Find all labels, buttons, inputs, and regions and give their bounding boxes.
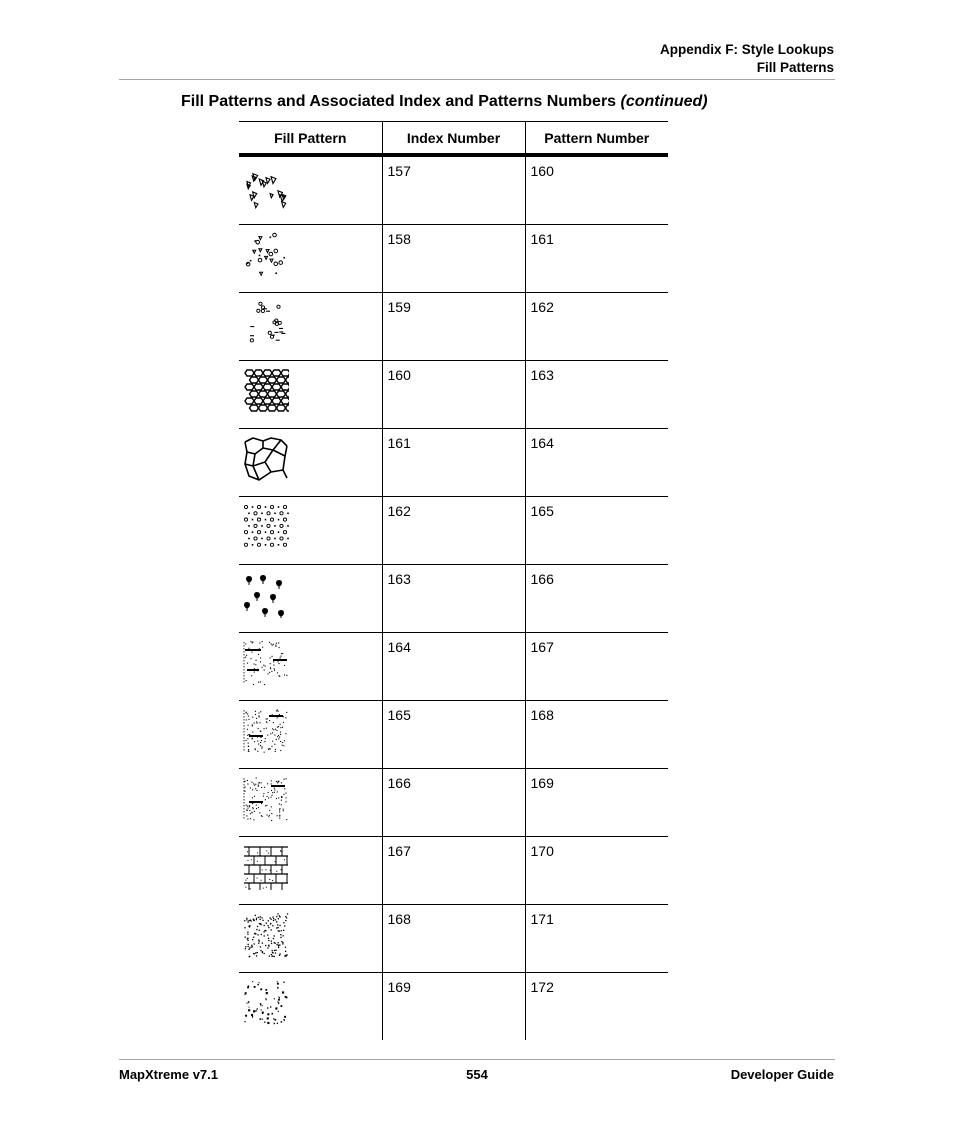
circles-dashes-pattern-icon xyxy=(243,300,289,346)
column-header-fill-pattern: Fill Pattern xyxy=(239,122,382,156)
pattern-number-cell: 171 xyxy=(525,905,668,973)
index-number-cell: 158 xyxy=(382,225,525,293)
cracked-cells-pattern-icon xyxy=(243,436,289,482)
dots-dashes-pattern-icon xyxy=(243,640,289,686)
circles-dots-pattern-icon xyxy=(243,504,289,550)
table-row xyxy=(239,769,668,837)
fill-pattern-cell xyxy=(239,155,382,225)
index-number-cell: 168 xyxy=(382,905,525,973)
table-row xyxy=(239,905,668,973)
footer-page-number: 554 xyxy=(466,1067,488,1082)
stipple-dashes-pattern-icon xyxy=(243,708,289,754)
footer-doc-title: Developer Guide xyxy=(730,1067,834,1082)
pattern-number-cell: 165 xyxy=(525,497,668,565)
index-number-cell: 157 xyxy=(382,155,525,225)
scattered-triangles-pattern-icon xyxy=(243,164,289,210)
fill-pattern-cell xyxy=(239,701,382,769)
footer-product: MapXtreme v7.1 xyxy=(119,1067,218,1082)
pattern-number-cell: 162 xyxy=(525,293,668,361)
index-number-cell: 166 xyxy=(382,769,525,837)
header-rule xyxy=(119,79,835,80)
teardrops-pattern-icon xyxy=(243,572,289,618)
table-row xyxy=(239,973,668,1041)
table-row xyxy=(239,225,668,293)
index-number-cell: 161 xyxy=(382,429,525,497)
fill-pattern-cell xyxy=(239,293,382,361)
header-chapter: Appendix F: Style Lookups xyxy=(659,42,834,57)
fill-pattern-cell xyxy=(239,225,382,293)
index-number-cell: 165 xyxy=(382,701,525,769)
index-number-cell: 160 xyxy=(382,361,525,429)
pattern-number-cell: 166 xyxy=(525,565,668,633)
table-row xyxy=(239,429,668,497)
table-row xyxy=(239,293,668,361)
table-row xyxy=(239,633,668,701)
index-number-cell: 164 xyxy=(382,633,525,701)
pattern-number-cell: 170 xyxy=(525,837,668,905)
pattern-number-cell: 161 xyxy=(525,225,668,293)
scattered-shapes-pattern-icon xyxy=(243,232,289,278)
fill-pattern-cell xyxy=(239,497,382,565)
pattern-number-cell: 167 xyxy=(525,633,668,701)
column-header-index-number: Index Number xyxy=(382,122,525,156)
section-title-suffix: (continued) xyxy=(620,93,708,110)
pattern-number-cell: 169 xyxy=(525,769,668,837)
hexagon-mesh-pattern-icon xyxy=(243,368,289,414)
fill-pattern-cell xyxy=(239,429,382,497)
table-row xyxy=(239,155,668,225)
section-title-main: Fill Patterns and Associated Index and Patterns Numbers xyxy=(181,93,617,110)
index-number-cell: 169 xyxy=(382,973,525,1041)
fill-pattern-cell xyxy=(239,565,382,633)
pattern-number-cell: 160 xyxy=(525,155,668,225)
pattern-number-cell: 164 xyxy=(525,429,668,497)
table-row xyxy=(239,497,668,565)
section-title xyxy=(181,93,708,111)
index-number-cell: 167 xyxy=(382,837,525,905)
table-row xyxy=(239,837,668,905)
index-number-cell: 163 xyxy=(382,565,525,633)
pattern-number-cell: 172 xyxy=(525,973,668,1041)
dense-speckle-pattern-icon xyxy=(243,912,289,958)
stipple-lines-pattern-icon xyxy=(243,776,289,822)
index-number-cell: 162 xyxy=(382,497,525,565)
index-number-cell: 159 xyxy=(382,293,525,361)
fill-pattern-cell xyxy=(239,837,382,905)
column-header-pattern-number: Pattern Number xyxy=(525,122,668,156)
fill-pattern-cell xyxy=(239,361,382,429)
fill-pattern-cell xyxy=(239,633,382,701)
pattern-number-cell: 163 xyxy=(525,361,668,429)
sparse-speckle-pattern-icon xyxy=(243,980,289,1026)
table-header-row xyxy=(239,122,668,156)
table-row xyxy=(239,361,668,429)
fill-pattern-cell xyxy=(239,905,382,973)
pattern-number-cell: 168 xyxy=(525,701,668,769)
fill-pattern-cell xyxy=(239,973,382,1041)
brick-rows-pattern-icon xyxy=(243,844,289,890)
table-row xyxy=(239,565,668,633)
footer-rule xyxy=(119,1059,835,1060)
fill-pattern-cell xyxy=(239,769,382,837)
fill-patterns-table xyxy=(239,121,668,1040)
header-section: Fill Patterns xyxy=(756,60,834,75)
running-header xyxy=(660,41,834,77)
table-row xyxy=(239,701,668,769)
